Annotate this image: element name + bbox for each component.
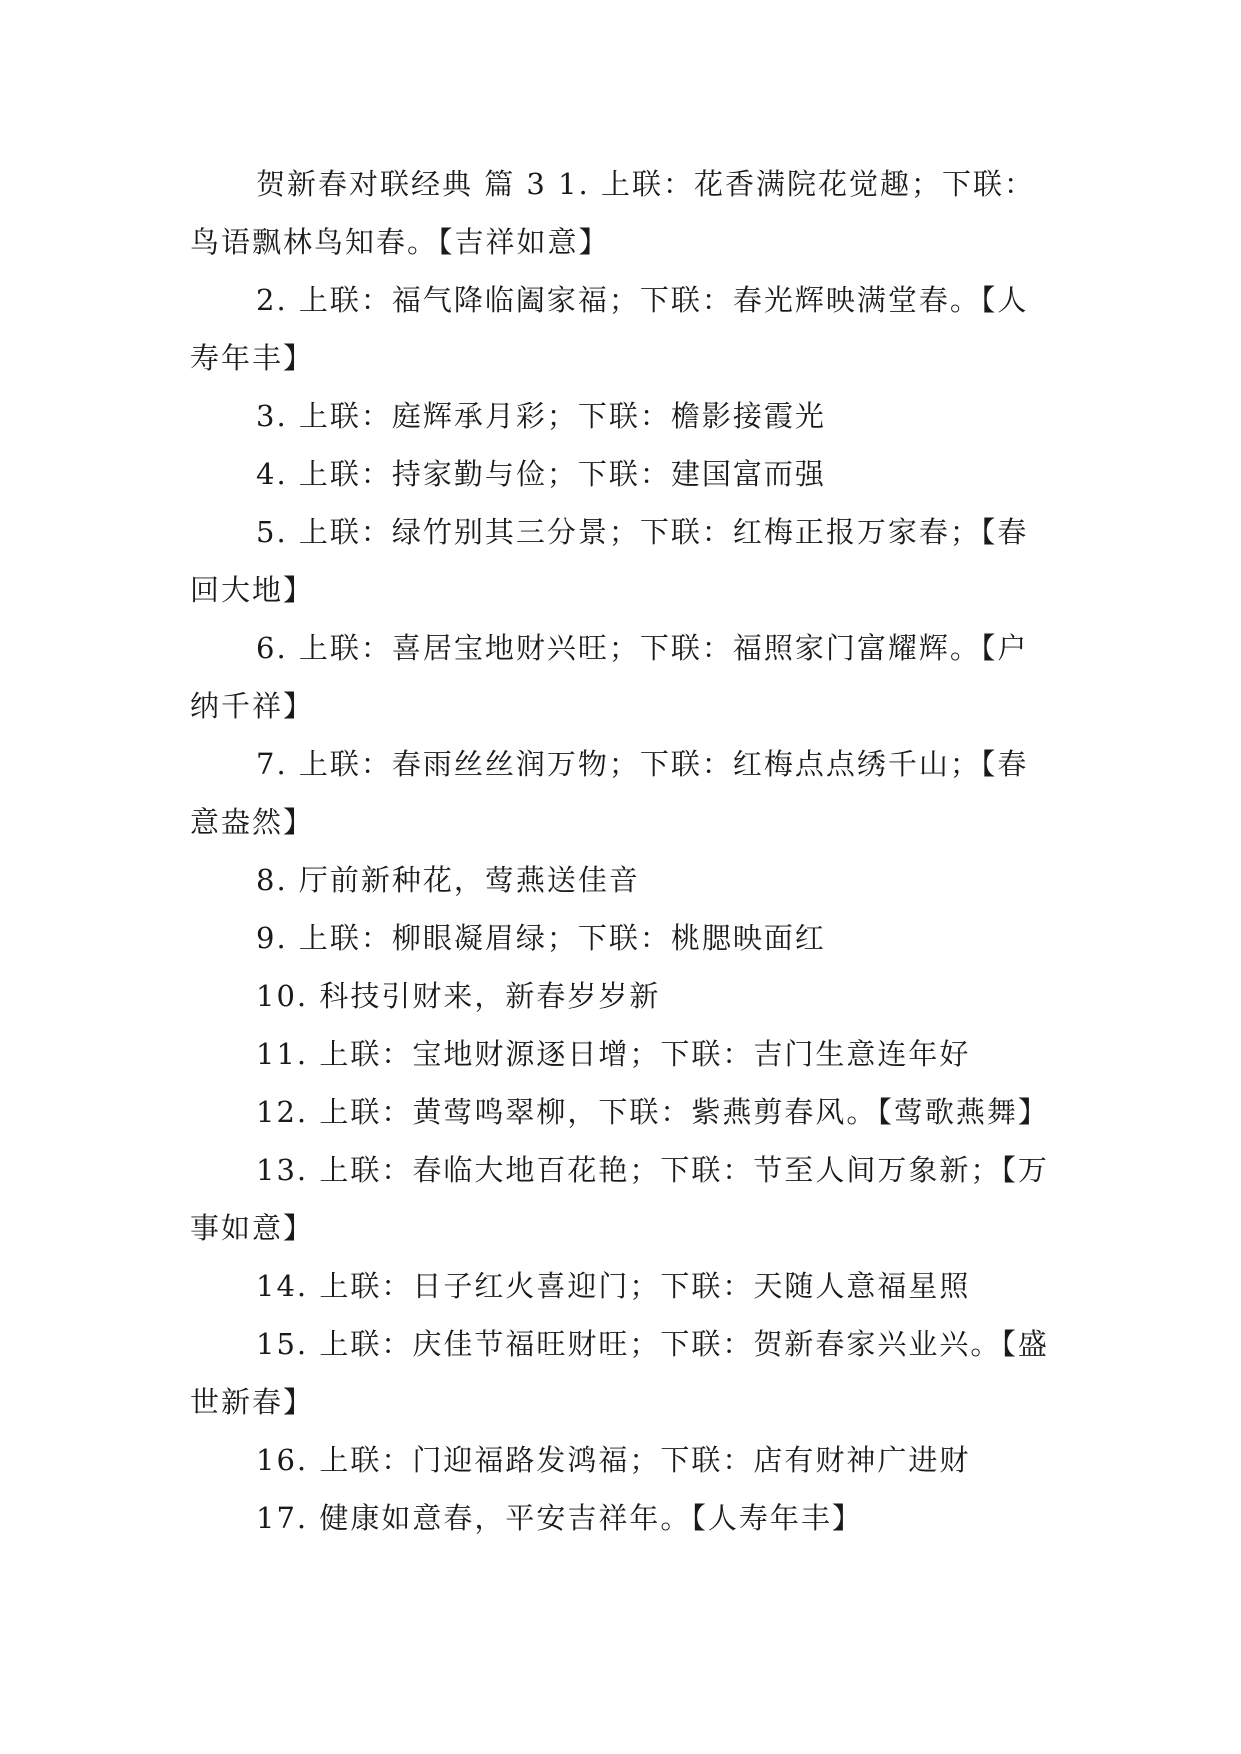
paragraph-item-13: 13. 上联：春临大地百花艳；下联：节至人间万象新；【万事如意】 [190,1153,1049,1245]
paragraph-item-14: 14. 上联：日子红火喜迎门；下联：天随人意福星照 [256,1269,971,1303]
document-body [190,155,1050,1547]
paragraph-item-6: 6. 上联：喜居宝地财兴旺；下联：福照家门富耀辉。【户纳千祥】 [190,631,1029,723]
paragraph-item-8: 8. 厅前新种花，莺燕送佳音 [256,863,640,897]
paragraph-title-item-1: 贺新春对联经典 篇 3 1. 上联：花香满院花觉趣；下联：鸟语飘林鸟知春。【吉祥如意】 [190,167,1035,259]
paragraph-item-9: 9. 上联：柳眼凝眉绿；下联：桃腮映面红 [256,921,826,955]
paragraph-item-7: 7. 上联：春雨丝丝润万物；下联：红梅点点绣千山；【春意盎然】 [190,747,1029,839]
paragraph-item-12: 12. 上联：黄莺鸣翠柳，下联：紫燕剪春风。【莺歌燕舞】 [256,1095,1049,1129]
paragraph-item-2: 2. 上联：福气降临阖家福；下联：春光辉映满堂春。【人寿年丰】 [190,283,1029,375]
paragraph-item-16: 16. 上联：门迎福路发鸿福；下联：店有财神广进财 [256,1443,971,1477]
paragraph-item-4: 4. 上联：持家勤与俭；下联：建国富而强 [256,457,826,491]
paragraph-item-3: 3. 上联：庭辉承月彩；下联：檐影接霞光 [256,399,826,433]
paragraph-item-11: 11. 上联：宝地财源逐日增；下联：吉门生意连年好 [256,1037,971,1071]
paragraph-item-10: 10. 科技引财来，新春岁岁新 [256,979,661,1013]
paragraph-item-5: 5. 上联：绿竹别其三分景；下联：红梅正报万家春；【春回大地】 [190,515,1029,607]
paragraph-item-17: 17. 健康如意春，平安吉祥年。【人寿年丰】 [256,1501,863,1535]
paragraph-item-15: 15. 上联：庆佳节福旺财旺；下联：贺新春家兴业兴。【盛世新春】 [190,1327,1049,1419]
